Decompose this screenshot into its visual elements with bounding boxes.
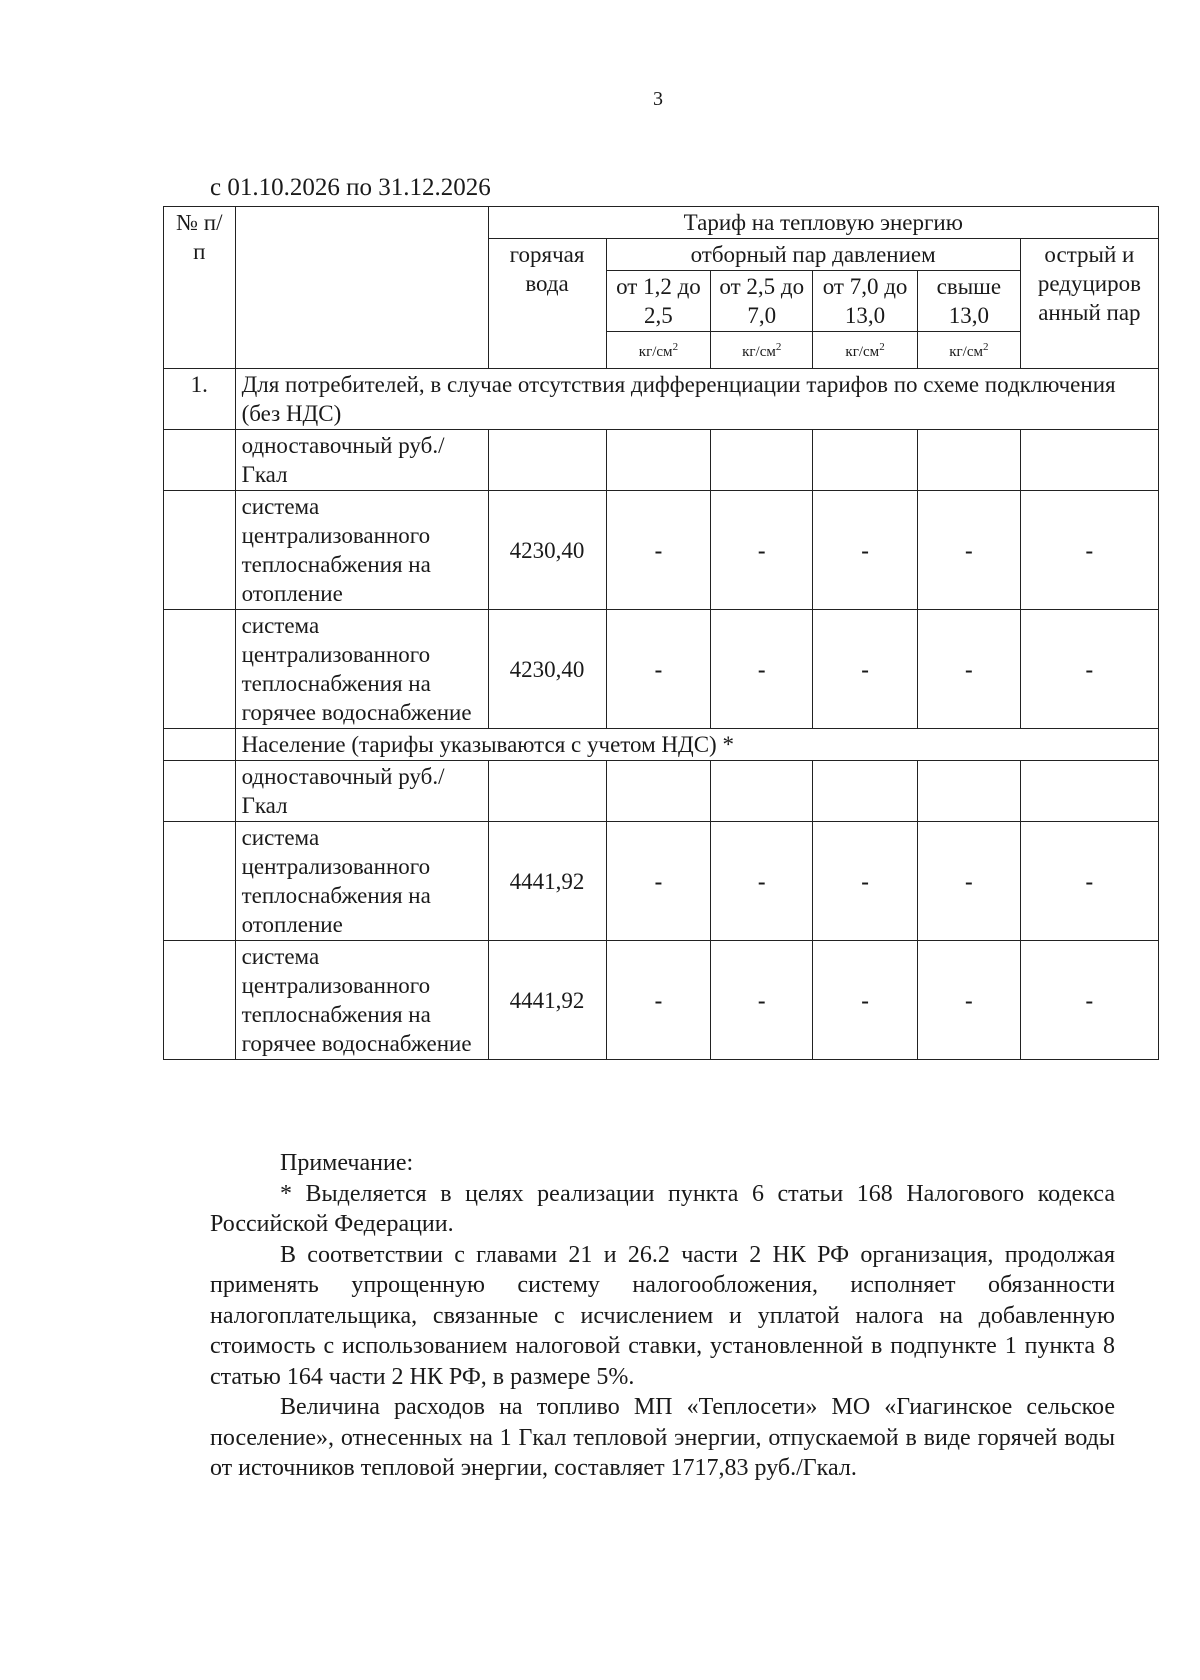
single-rate-label: одноставочный руб./Гкал <box>235 430 488 491</box>
table-row <box>164 491 1159 610</box>
table-row <box>164 610 1159 729</box>
notes-heading: Примечание: <box>280 1150 414 1176</box>
header-unit-1: $кг/см^2$ <box>606 332 711 369</box>
table-row <box>164 761 1159 822</box>
steam-value: - <box>711 822 813 941</box>
steam-value: - <box>917 941 1020 1060</box>
section-title: Для потребителей, в случае отсутствия дифференциации тарифов по схеме подключения (без НДС) <box>235 369 1158 430</box>
table-row <box>164 822 1159 941</box>
sharp-steam-value: - <box>1020 941 1158 1060</box>
row-label: система централизованного теплоснабжения на отопление <box>235 822 488 941</box>
header-sharp-steam: острый и редуциров анный пар <box>1020 239 1158 369</box>
note-paragraph-3: Величина расходов на топливо МП «Теплосети» МО «Гиагинское сельское поселение», отнесенных на 1 Гкал тепловой энергии, отпускаемой в виде горячей воды от источников тепловой энергии, составляет 1717,83 руб./Гкал. <box>210 1394 1115 1481</box>
header-pressure-4: свыше 13,0 <box>917 271 1020 332</box>
steam-value: - <box>711 491 813 610</box>
table-row <box>164 430 1159 491</box>
note-paragraph-2: В соответствии с главами 21 и 26.2 части 2 НК РФ организация, продолжая применять упрощенную систему налогообложения, исполняет обязанности налогоплательщика, связанные с исчислением и уплатой налога на добавленную стоимость с использованием налоговой ставки, установленной в подпункте 1 пункта 8 статью 164 части 2 НК РФ, в размере 5%. <box>210 1241 1115 1390</box>
row-label: система централизованного теплоснабжения на горячее водоснабжение <box>235 610 488 729</box>
hot-water-value: 4441,92 <box>488 941 606 1060</box>
steam-value: - <box>813 491 918 610</box>
section-num: 1. <box>164 369 236 430</box>
steam-value: - <box>813 822 918 941</box>
steam-value: - <box>917 491 1020 610</box>
sharp-steam-value: - <box>1020 610 1158 729</box>
page-number: 3 <box>653 88 663 110</box>
section-title: Население (тарифы указываются с учетом НДС) * <box>235 729 1158 761</box>
header-unit-3: $кг/см^2$ <box>813 332 918 369</box>
hot-water-value: 4230,40 <box>488 491 606 610</box>
steam-value: - <box>606 822 711 941</box>
row-label: система централизованного теплоснабжения на горячее водоснабжение <box>235 941 488 1060</box>
single-rate-label: одноставочный руб./Гкал <box>235 761 488 822</box>
header-name-empty <box>235 207 488 369</box>
table-row <box>164 941 1159 1060</box>
row-label: система централизованного теплоснабжения на отопление <box>235 491 488 610</box>
steam-value: - <box>813 610 918 729</box>
steam-value: - <box>606 610 711 729</box>
steam-value: - <box>711 941 813 1060</box>
section-row <box>164 729 1159 761</box>
header-steam-group: отборный пар давлением <box>606 239 1020 271</box>
header-tariff-title: Тариф на тепловую энергию <box>488 207 1158 239</box>
sharp-steam-value: - <box>1020 491 1158 610</box>
period-label: с 01.10.2026 по 31.12.2026 <box>210 174 491 201</box>
header-pressure-2: от 2,5 до 7,0 <box>711 271 813 332</box>
steam-value: - <box>606 491 711 610</box>
header-pressure-3: от 7,0 до 13,0 <box>813 271 918 332</box>
header-hot-water: горячая вода <box>488 239 606 369</box>
steam-value: - <box>917 822 1020 941</box>
sharp-steam-value: - <box>1020 822 1158 941</box>
header-unit-4: $кг/см^2$ <box>917 332 1020 369</box>
steam-value: - <box>813 941 918 1060</box>
hot-water-value: 4441,92 <box>488 822 606 941</box>
steam-value: - <box>711 610 813 729</box>
note-paragraph-1: * Выделяется в целях реализации пункта 6 статьи 168 Налогового кодекса Российской Федерации. <box>210 1180 1115 1237</box>
notes-block <box>210 1148 1115 1484</box>
header-num: № п/п <box>164 207 236 369</box>
steam-value: - <box>917 610 1020 729</box>
steam-value: - <box>606 941 711 1060</box>
section-row <box>164 369 1159 430</box>
hot-water-value: 4230,40 <box>488 610 606 729</box>
tariff-table <box>163 206 1159 1060</box>
header-pressure-1: от 1,2 до 2,5 <box>606 271 711 332</box>
header-unit-2: $кг/см^2$ <box>711 332 813 369</box>
